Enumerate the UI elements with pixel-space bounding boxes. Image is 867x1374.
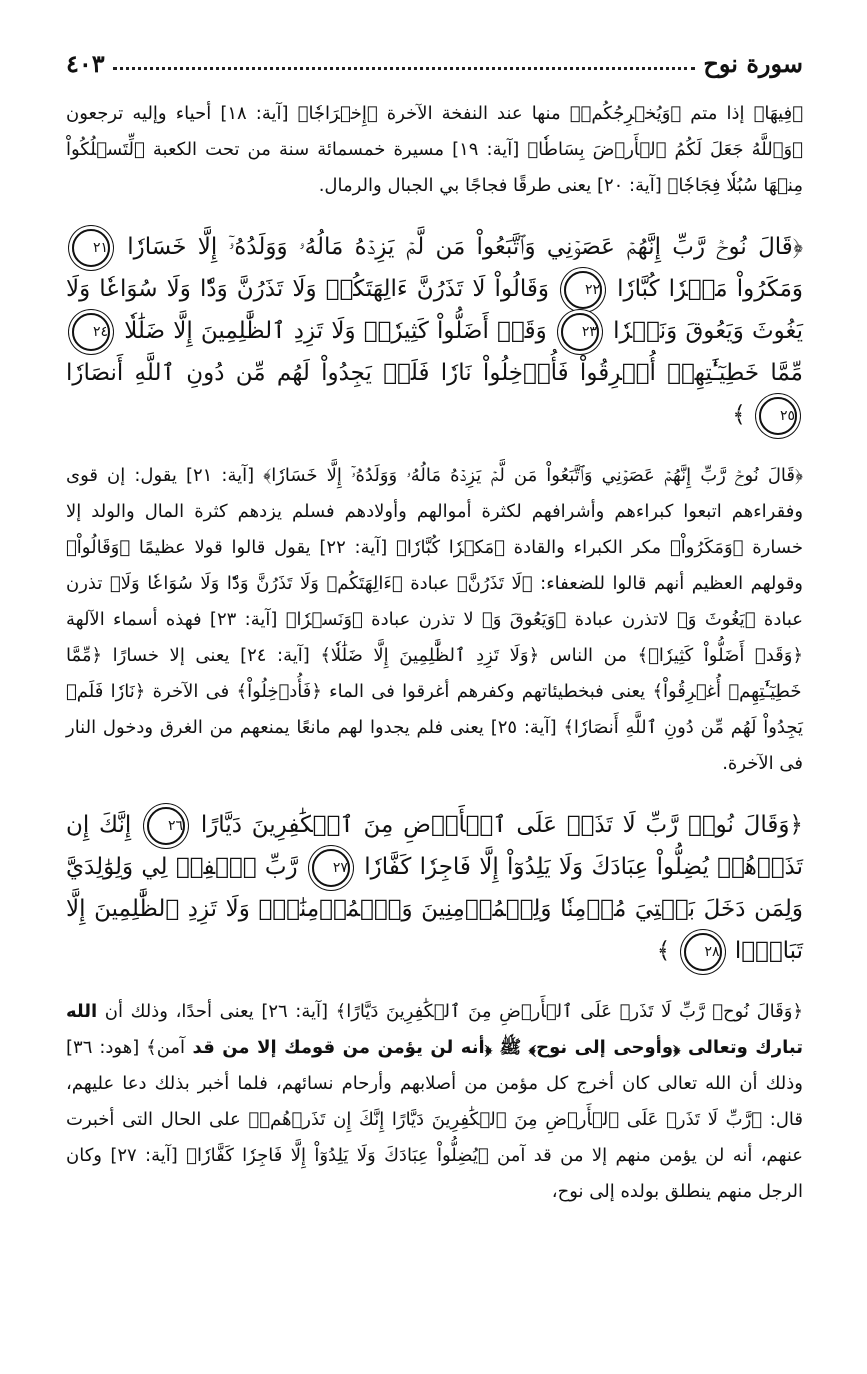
text-line: ودخول النار فى الآخرة. xyxy=(66,717,803,774)
closing-bracket: ﴾ xyxy=(656,938,671,964)
text-line: الناس ﴿وَلَا تَزِدِ ٱلظَّٰلِمِينَ إِلَّا ضَلَٰلٗا﴾ [آية: ٢٤] يعنى إلا خسارًا ﴿مِّمَّا خَطِيٓـَٰٔتِهِمۡ xyxy=(66,645,802,702)
text-line: ﴿وَقَالَ نُوحٞ رَّبِّ لَا تَذَرۡ عَلَى ٱلۡأَرۡضِ مِنَ ٱلۡكَٰفِرِينَ دَيَّارًا﴾ [آية: ٢٦] يعنى أحدًا، وذلك أن xyxy=(97,1001,803,1022)
closing-bracket: ﴾ xyxy=(732,402,746,428)
text-line: إن قوى وفقراءهم اتبعوا كبراءهم وأشرافهم لكثرة أموالهم وأولادهم فسلم يزدهم كثرة xyxy=(66,465,804,522)
verse-text: ﴿قَالَ نُوحٞ رَّبِّ إِنَّهُمۡ عَصَوۡنِي وَٱتَّبَعُواْ مَن لَّمۡ يَزِدۡهُ مَالُهُۥ وَوَلَدُهُۥٓ إِلَّا خَسَارٗا xyxy=(127,234,803,260)
verse-number-medallion: ٢٢ xyxy=(564,271,602,309)
tafsir-paragraph xyxy=(66,994,803,1210)
tafsir-paragraph xyxy=(66,96,803,204)
text-line: ﴿فِيهَا﴾ إذا متم ﴿وَيُخۡرِجُكُمۡ﴾ منها عند النفخة الآخرة ﴿إِخۡرَاجٗا﴾ [آية: ١٨] أحياء xyxy=(166,103,803,124)
verse-text: وَقَالُواْ لَا تَذَرُنَّ ءَالِهَتَكُمۡ وَلَا تَذَرُنَّ وَدّٗا وَلَا سُوَاعٗا وَلَا يَغُوثَ وَيَعُوقَ وَنَسۡرٗا xyxy=(66,276,804,344)
verse-number-medallion: ٢٣ xyxy=(561,313,599,351)
text-line: تَذَرۡهُمۡ﴾ على الحال التى أخبرت عنهم، أنه لن يؤمن منهم إلا من قد آمن ﴿يُضِلُّواْ xyxy=(66,1109,803,1166)
verse-number-medallion: ٢١ xyxy=(72,229,110,267)
text-line: ﴿ءَالِهَتَكُمۡ وَلَا تَذَرُنَّ وَدّٗا وَلَا سُوَاعٗا وَلَا﴾ تذرن عبادة ﴿يَغُوثَ وَ﴾ لاتذرن عبادة ﴿وَيَعُوقَ xyxy=(66,573,803,630)
tafsir-paragraph xyxy=(66,458,803,782)
text-line: عِبَادَكَ وَلَا يَلِدُوٓاْ إِلَّا فَاجِرٗا كَفَّارٗا﴾ [آية: ٢٧] وكان الرجل منهم ينطلق بولده إلى نوح، xyxy=(66,1145,803,1202)
surah-title: سورة نوح xyxy=(703,49,803,78)
text-line: ﴿قَالَ نُوحٞ رَّبِّ إِنَّهُمۡ عَصَوۡنِي وَٱتَّبَعُواْ مَن لَّمۡ يَزِدۡهُ مَالُهُۥ وَوَلَدُهُۥٓ إِلَّا خَسَارٗا﴾ [آية: ٢١] يقول: xyxy=(125,465,803,486)
text-line: نسائهم، فلما أخبر بذلك دعا عليهم، قال: ﴿رَّبِّ لَا تَذَرۡ عَلَى ٱلۡأَرۡضِ مِنَ ٱلۡكَٰفِرِينَ دَيَّارًا إِنَّكَ إِن xyxy=(66,1073,803,1130)
verse-number-medallion: ٢٤ xyxy=(72,313,110,351)
verse-text: رَّبِّ ٱغۡفِرۡ لِي وَلِوَٰلِدَيَّ وَلِمَن دَخَلَ بَيۡتِيَ مُؤۡمِنٗا وَلِلۡمُؤۡمِنِينَ وَٱلۡمُؤۡمِنَٰتِۖ وَلَا تَزِدِ ٱلظَّٰلِمِينَ إِلَّا تَبَارَۢا xyxy=(66,854,803,964)
text-line: وَ﴾ لا تذرن عبادة ﴿وَنَسۡرٗا﴾ [آية: ٢٣] فهذه أسماء الآلهة ﴿وَقَدۡ أَضَلُّواْ كَثِيرٗاۖ﴾ من xyxy=(66,609,803,666)
verse-text: إِنَّكَ إِن تَذَرۡهُمۡ يُضِلُّواْ عِبَادَكَ وَلَا يَلِدُوٓاْ إِلَّا فَاجِرٗا كَفَّارٗا xyxy=(66,812,803,880)
verse-text: ﴿وَقَالَ نُوحٞ رَّبِّ لَا تَذَرۡ عَلَى ٱلۡأَرۡضِ مِنَ ٱلۡكَٰفِرِينَ دَيَّارًا xyxy=(200,812,803,838)
verse-number-medallion: ٢٧ xyxy=(312,849,350,887)
text-line: أُغۡرِقُواْ﴾ يعنى فبخطيئاتهم وكفرهم أغرقوا فى الماء ﴿فَأُدۡخِلُواْ﴾ فى الآخرة ﴿نَارٗا فَلَمۡ xyxy=(66,681,722,702)
text-line: المال والولد إلا خسارة ﴿وَمَكَرُواْ﴾ مكر الكبراء والقادة ﴿مَكۡرٗا كُبَّارٗا﴾ [آية: ٢٢] xyxy=(66,501,804,558)
quran-verses-block xyxy=(66,226,803,436)
header-dotted-leader xyxy=(113,67,696,70)
text-line: آمن﴾ [هود: ٣٦] وذلك أن الله تعالى كان أخرج كل مؤمن من أصلابهم وأرحام xyxy=(66,1037,803,1094)
text-line: الله تبارك وتعالى ﴿وأوحى إلى نوح﴾ ﷺ ﴿أنه لن يؤمن من قومك إلا من قد xyxy=(66,1001,803,1058)
quran-verses-block xyxy=(66,804,803,972)
verse-number-medallion: ٢٨ xyxy=(684,933,722,971)
text-line: وإليه ترجعون ﴿وَٱللَّهُ جَعَلَ لَكُمُ ٱلۡأَرۡضَ بِسَاطٗا﴾ [آية: ١٩] مسيرة خمسمائة سنة من تحت xyxy=(66,103,803,160)
verse-text: مِّمَّا خَطِيٓـَٰٔتِهِمۡ أُغۡرِقُواْ فَأُدۡخِلُواْ نَارٗا فَلَمۡ يَجِدُواْ لَهُم مِّن دُونِ ٱللَّهِ أَنصَارٗا xyxy=(66,360,803,386)
verse-text: وَمَكَرُواْ مَكۡرٗا كُبَّارٗا xyxy=(617,276,804,302)
running-header xyxy=(66,44,803,78)
text-line: يقول قالوا قولا عظيمًا ﴿وَقَالُواْ﴾ وقولهم العظيم أنهم قالوا للضعفاء: ﴿لَا تَذَرُنَّ﴾ عبادة xyxy=(66,537,803,594)
text-line: يَجِدُواْ لَهُم مِّن دُونِ ٱللَّهِ أَنصَارٗا﴾ [آية: ٢٥] يعنى فلم يجدوا لهم مانعًا يمنعهم من الغرق xyxy=(153,717,803,738)
verse-number-medallion: ٢٥ xyxy=(759,397,797,435)
page-body xyxy=(66,96,803,1210)
page-number: ٤٠٣ xyxy=(66,49,105,78)
text-line: الكعبة ﴿لِّتَسۡلُكُواْ مِنۡهَا سُبُلٗا فِجَاجٗا﴾ [آية: ٢٠] يعنى طرقًا فجاجًا بي الجبال والرمال. xyxy=(66,139,803,196)
verse-text: وَقَدۡ أَضَلُّواْ كَثِيرٗاۖ وَلَا تَزِدِ ٱلظَّٰلِمِينَ إِلَّا ضَلَٰلٗا xyxy=(124,318,547,344)
verse-number-medallion: ٢٦ xyxy=(147,807,185,845)
